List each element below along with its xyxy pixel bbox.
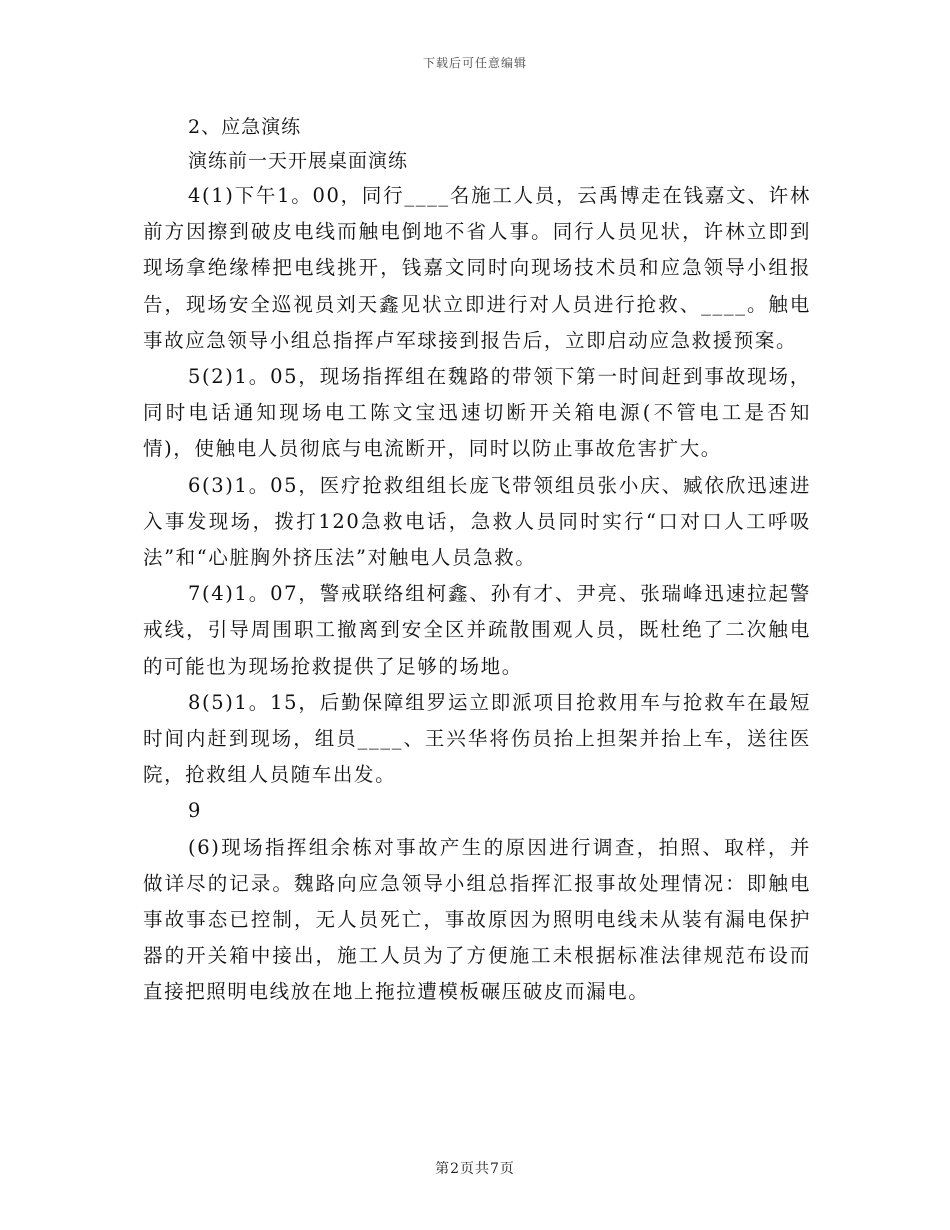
page-footer: 第2页共7页: [435, 1161, 515, 1177]
page-header: 下载后可任意编辑: [422, 56, 527, 70]
paragraph-3: 6(3)1。05，医疗抢救组组长庞飞带领组员张小庆、臧依欣迅速进入事发现场，拨打120急救电话，急救人员同时实行“口对口人工呼吸法”和“心脏胸外挤压法”对触电人员急救。: [143, 473, 811, 570]
paragraph-1: 4(1)下午1。00，同行____名施工人员，云禹博走在钱嘉文、许林前方因擦到破皮电线而触电倒地不省人事。同行人员见状，许林立即到现场拿绝缘棒把电线挑开，钱嘉文同时向现场技术员和应急领导小组报告，现场安全巡视员刘天鑫见状立即进行对人员进行抢救、____。触电事故应急领导小组总指挥卢军球接到报告后，立即启动应急救援预案。: [143, 184, 811, 352]
paragraph-2: 5(2)1。05，现场指挥组在魏路的带领下第一时间赶到事故现场，同时电话通知现场电工陈文宝迅速切断开关箱电源(不管电工是否知情)，使触电人员彻底与电流断开，同时以防止事故危害扩大。: [143, 365, 811, 461]
section-title: 2、应急演练: [188, 116, 302, 138]
paragraph-4: 7(4)1。07，警戒联络组柯鑫、孙有才、尹亮、张瑞峰迅速拉起警戒线，引导周围职工撤离到安全区并疏散围观人员，既杜绝了二次触电的可能也为现场抢救提供了足够的场地。: [143, 582, 811, 678]
paragraph-5: 8(5)1。15，后勤保障组罗运立即派项目抢救用车与抢救车在最短时间内赶到现场，组员____、王兴华将伤员抬上担架并抬上车，送往医院，抢救组人员随车出发。: [143, 690, 811, 787]
paragraph-6-number: 9: [188, 799, 203, 823]
paragraph-6: (6)现场指挥组余栋对事故产生的原因进行调查，拍照、取样，并做详尽的记录。魏路向应急领导小组总指挥汇报事故处理情况：即触电事故事态已控制，无人员死亡，事故原因为照明电线未从装有漏电保护器的开关箱中接出，施工人员为了方便施工未根据标准法律规范布设而直接把照明电线放在地上拖拉遭模板碾压破皮而漏电。: [143, 835, 811, 1004]
document-body: [143, 110, 811, 1011]
section-subtitle: 演练前一天开展桌面演练: [188, 150, 409, 172]
